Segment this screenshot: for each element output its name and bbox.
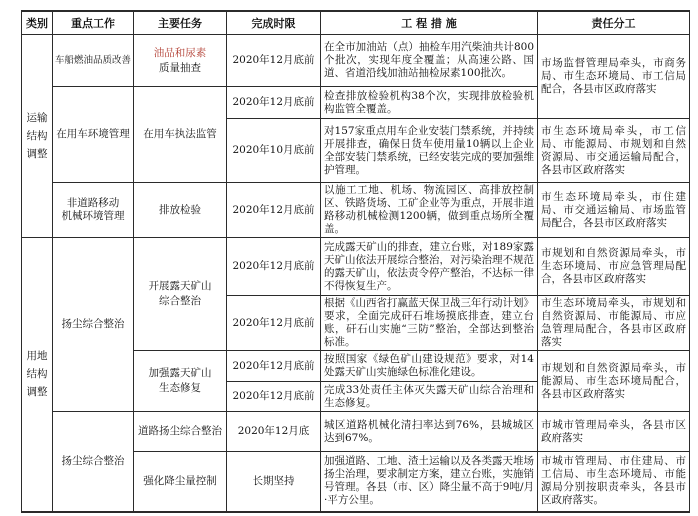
header-row	[22, 11, 690, 35]
header-main-task: 主要任务	[134, 11, 227, 35]
table-row	[22, 412, 690, 452]
table-row	[22, 238, 690, 296]
main-task-line: 开展露天矿山	[148, 280, 212, 292]
deadline-cell: 2020年12月底前	[227, 238, 321, 296]
header-deadline: 完成时限	[227, 11, 321, 35]
responsibility-cell: 市生态环境局牵头，市工信局、市能源局、市规划和自然资源局、市交通运输局配合，各县市区政府落实	[538, 119, 690, 183]
main-task-cell	[134, 351, 227, 412]
deadline-cell: 2020年10月底前	[227, 119, 321, 183]
measure-cell: 完成33处责任主体灭失露天矿山综合治理和生态修复。	[321, 382, 538, 412]
key-work-line: 机械环境管理	[61, 210, 125, 222]
key-work-line: 非道路移动	[66, 197, 120, 209]
header-key-work: 重点工作	[53, 11, 134, 35]
measure-cell: 以施工工地、机场、物流园区、高排放控制区、铁路货场、工矿企业等为重点，开展非道路移动机械检测1200辆，做到重点场所全覆盖。	[321, 183, 538, 238]
responsibility-cell: 市城市管理局、市住建局、市工信局、市生态环境局、市能源局分别按职责牵头，各县市区政府落实。	[538, 452, 690, 512]
deadline-cell: 2020年12月底前	[227, 35, 321, 87]
measure-cell: 按照国家《绿色矿山建设规范》要求，对14处露天矿山实施绿色标准化建设。	[321, 351, 538, 382]
deadline-cell: 2020年12月底前	[227, 183, 321, 238]
responsibility-cell: 市生态环境局牵头，市规划和自然资源局、市能源局、市应急管理局配合，各县市区政府落实	[538, 296, 690, 351]
main-task-highlight: 油品和尿素	[153, 46, 207, 59]
deadline-cell: 2020年12月底前	[227, 87, 321, 119]
responsibility-cell: 市规划和自然资源局牵头，市能源局、市生态环境局配合，各县市区政府落实	[538, 351, 690, 412]
deadline-cell: 2020年12月底前	[227, 296, 321, 351]
key-work-cell	[53, 183, 134, 238]
table-row	[22, 35, 690, 87]
category-cell: 运输结构调整	[22, 35, 53, 238]
measure-cell: 检查排放检验机构38个次，实现排放检验机构监管全覆盖。	[321, 87, 538, 119]
deadline-cell: 长期坚持	[227, 452, 321, 512]
measure-cell: 对157家重点用车企业安装门禁系统，并持续开展排查，确保日货车使用量10辆以上企业全部安装门禁系统，已经安装完成的要加强维护管理。	[321, 119, 538, 183]
measure-cell: 在全市加油站（点）抽检车用汽柴油共计800个批次，实现年度全覆盖；从高速公路、国道、省道沿线加油站抽检尿素100批次。	[321, 35, 538, 87]
main-task-cell: 道路扬尘综合整治	[134, 412, 227, 452]
main-task-cell: 在用车执法监管	[134, 87, 227, 183]
main-task-line: 生态修复	[159, 382, 201, 394]
responsibility-cell: 市城市管理局牵头，各县市区政府落实	[538, 412, 690, 452]
deadline-cell: 2020年12月底前	[227, 351, 321, 382]
table-row	[22, 183, 690, 238]
measure-cell: 城区道路机械化清扫率达到76%，县城城区达到67%。	[321, 412, 538, 452]
key-work-cell: 车船燃油品质改善	[53, 35, 134, 87]
main-task-line: 加强露天矿山	[148, 367, 212, 379]
header-category: 类别	[22, 11, 53, 35]
main-task-cell	[134, 35, 227, 87]
key-work-cell: 扬尘综合整治	[53, 238, 134, 412]
main-task-cell: 强化降尘量控制	[134, 452, 227, 512]
main-task-cell	[134, 238, 227, 351]
work-plan-table	[21, 10, 690, 513]
responsibility-cell: 市场监督管理局牵头，市商务局、市生态环境局、市工信局配合，各县市区政府落实	[538, 35, 690, 119]
key-work-cell: 扬尘综合整治	[53, 412, 134, 512]
measure-cell: 加强道路、工地、渣土运输以及各类露天堆场扬尘治理，要求制定方案，建立台账，实施销号管理。各县（市、区）降尘量不高于9吨/月·平方公里。	[321, 452, 538, 512]
measure-cell: 根据《山西省打赢蓝天保卫战三年行动计划》要求，全面完成矸石堆场摸底排查，建立台账，矸石山实施“三防”整治，全部达到整治标准。	[321, 296, 538, 351]
category-cell: 用地结构调整	[22, 238, 53, 512]
main-task-line: 综合整治	[159, 295, 201, 307]
deadline-cell: 2020年12月底	[227, 412, 321, 452]
responsibility-cell: 市规划和自然资源局牵头，市生态环境局、市应急管理局配合，各县市区政府落实	[538, 238, 690, 296]
responsibility-cell: 市生态环境局牵头，市住建局、市交通运输局、市场监管局配合，各县市区政府落实	[538, 183, 690, 238]
main-task-line: 质量抽查	[159, 61, 201, 74]
deadline-cell: 2020年12月底前	[227, 382, 321, 412]
header-responsibility: 责任分工	[538, 11, 690, 35]
main-task-cell: 排放检验	[134, 183, 227, 238]
header-measures: 工 程 措 施	[321, 11, 538, 35]
measure-cell: 完成露天矿山的排查，建立台账，对189家露天矿山依法开展综合整治，对污染治理不规范的露天矿山，依法责令停产整治，不达标一律不得恢复生产。	[321, 238, 538, 296]
key-work-cell: 在用车环境管理	[53, 87, 134, 183]
